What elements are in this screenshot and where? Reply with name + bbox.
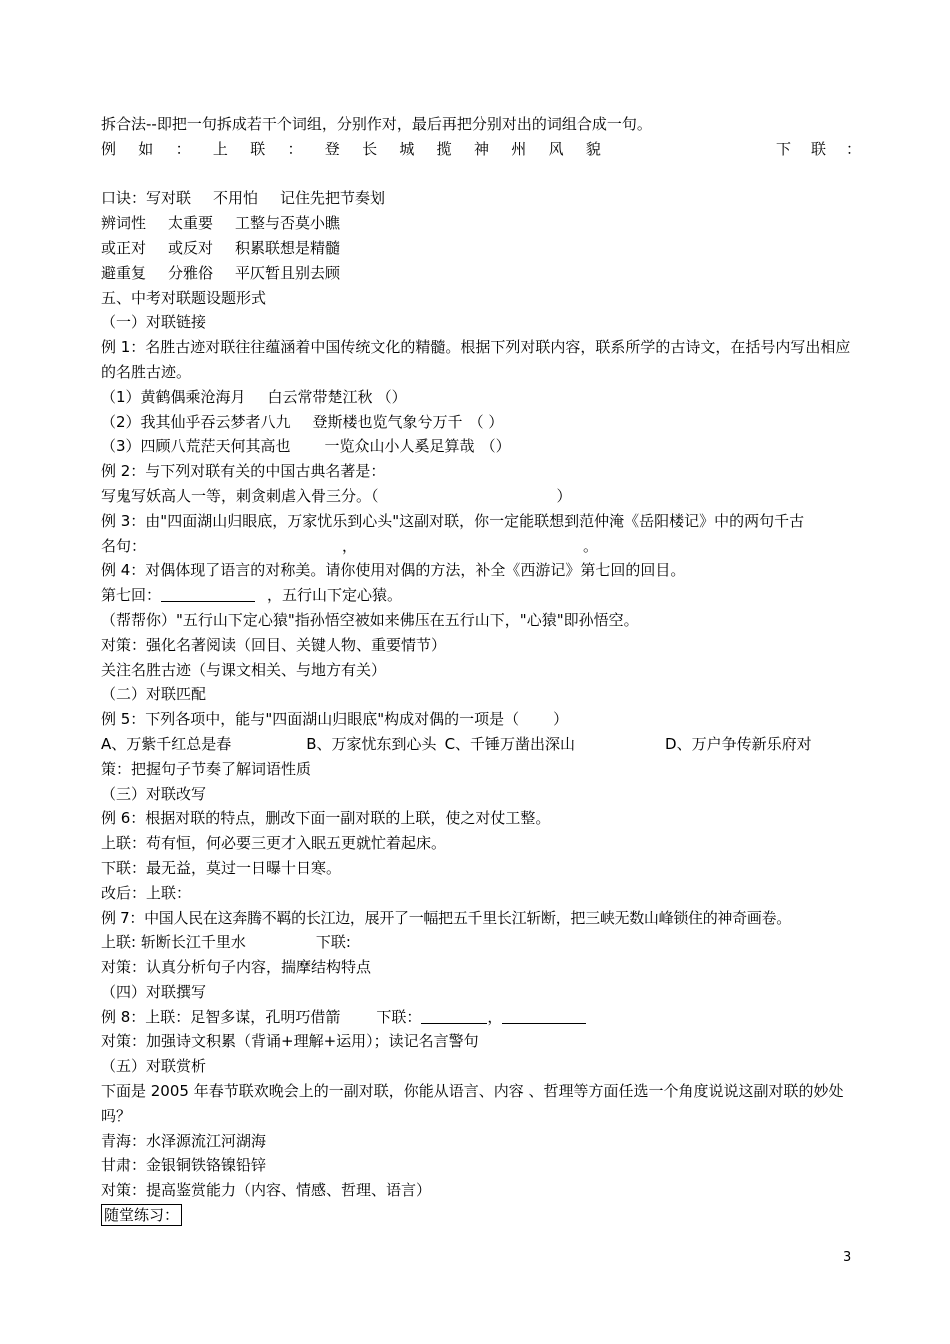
strategy-line: 策：把握句子节奏了解词语性质 xyxy=(101,759,312,778)
example-lower-couplet xyxy=(776,137,861,162)
page-number: 3 xyxy=(843,1250,852,1265)
option-d: D、万户争传新乐府对 xyxy=(665,734,812,753)
char: 联 xyxy=(810,139,826,158)
practice-heading: 随堂练习： xyxy=(101,1204,182,1226)
section-heading: 五、中考对联题设题形式 xyxy=(101,288,267,307)
example-3-prompt: 例 3：由"四面湖山归眼底，万家忧乐到心头"这副对联，你一定能联想到范仲淹《岳阳楼记》中的两句千古 xyxy=(101,511,805,530)
example-4-answer: 第七回： ，五行山下定心猿。 xyxy=(101,586,403,605)
strategy-line: 对策：加强诗文积累（背诵+理解+运用）；读记名言警句 xyxy=(101,1032,479,1051)
example-7-prompt: 例 7：中国人民在这奔腾不羁的长江边，展开了一幅把五千里长江斩断，把三峡无数山峰锁住的神奇画卷。 xyxy=(101,908,791,927)
example-9-prompt: 下面是 2005 年春节联欢晚会上的一副对联，你能从语言、内容 、哲理等方面任选一个角度说说这副对联的妙处吗？ xyxy=(101,1082,844,1125)
strategy-line: 关注名胜古迹（与课文相关、与地方有关） xyxy=(101,660,387,679)
empty-line xyxy=(101,162,861,187)
document-body xyxy=(101,112,861,1228)
answer-blank[interactable] xyxy=(161,585,255,602)
practice-heading-line xyxy=(101,1203,861,1228)
example-4-prompt: 例 4：对偶体现了语言的对称美。请你使用对偶的方法，补全《西游记》第七回的回目。 xyxy=(101,561,686,580)
example-upper-couplet xyxy=(101,137,601,162)
char: ： xyxy=(175,139,191,158)
answer-blank[interactable] xyxy=(421,1007,487,1024)
method-line: 拆合法--即把一句拆成若干个词组，分别作对，最后再把分别对出的词组合成一句。 xyxy=(101,115,652,133)
char: 揽 xyxy=(436,139,452,158)
mnemonic-line: 口诀：写对联 不用怕 记住先把节奏划 xyxy=(101,189,386,208)
subsection-heading: （五）对联赏析 xyxy=(101,1057,207,1076)
char: ： xyxy=(287,139,303,158)
char: 如 xyxy=(138,139,154,158)
example-1-item: （3）四顾八荒茫天何其高也 一览众山小人奚足算哉 （） xyxy=(101,437,511,456)
option-c: C、千锤万凿出深山 xyxy=(444,734,576,753)
option-a: A、万紫千红总是春 xyxy=(101,734,232,753)
subsection-heading: （二）对联匹配 xyxy=(101,685,207,704)
char: 登 xyxy=(324,139,340,158)
subsection-heading: （三）对联改写 xyxy=(101,784,207,803)
example-couplet-line xyxy=(101,137,861,162)
char: 风 xyxy=(548,139,564,158)
char: 联 xyxy=(250,139,266,158)
strategy-line: 对策：认真分析句子内容，揣摩结构特点 xyxy=(101,958,372,977)
strategy-line: 对策：强化名著阅读（回目、关键人物、重要情节） xyxy=(101,635,447,654)
example-1-prompt: 例 1：名胜古迹对联往往蕴涵着中国传统文化的精髓。根据下列对联内容，联系所学的古诗文，在括号内写出相应的名胜古迹。 xyxy=(101,338,851,381)
char: 下 xyxy=(776,139,792,158)
example-5-options xyxy=(101,732,861,757)
example-2-prompt: 例 2：与下列对联有关的中国古典名著是： xyxy=(101,462,386,481)
char: 长 xyxy=(362,139,378,158)
mnemonic-line: 或正对 或反对 积累联想是精髓 xyxy=(101,238,341,257)
char: 州 xyxy=(511,139,527,158)
example-1-item: （2）我其仙乎吞云梦者八九 登斯楼也览气象兮万千 （ ） xyxy=(101,412,504,431)
example-6-lower: 下联：最无益，莫过一日曝十日寒。 xyxy=(101,858,342,877)
subsection-heading: （一）对联链接 xyxy=(101,313,207,332)
example-4-hint: （帮帮你）"五行山下定心猿"指孙悟空被如来佛压在五行山下，"心猿"即孙悟空。 xyxy=(101,610,639,629)
char: 例 xyxy=(101,139,117,158)
example-8-prompt: 例 8：上联：足智多谋，孔明巧借箭 下联： ， xyxy=(101,1005,861,1030)
char: 上 xyxy=(212,139,228,158)
answer-blank[interactable] xyxy=(502,1007,586,1024)
char: ： xyxy=(845,139,861,158)
example-1-item: （1）黄鹤偶乘沧海月 白云常带楚江秋 （） xyxy=(101,387,407,406)
char: 神 xyxy=(473,139,489,158)
example-6-upper: 上联：苟有恒，何必要三更才入眠五更就忙着起床。 xyxy=(101,834,447,853)
mnemonic-line: 避重复 分雅俗 平仄暂且别去顾 xyxy=(101,263,341,282)
example-2-question: 写鬼写妖高人一等，刺贪刺虐入骨三分。（ ） xyxy=(101,486,572,505)
strategy-line: 对策：提高鉴赏能力（内容、情感、哲理、语言） xyxy=(101,1181,432,1200)
subsection-heading: （四）对联撰写 xyxy=(101,982,207,1001)
example-9-upper: 青海：水泽源流江河湖海 xyxy=(101,1131,267,1150)
example-5-prompt: 例 5：下列各项中，能与"四面湖山归眼底"构成对偶的一项是（ ） xyxy=(101,710,569,729)
example-7-couplet: 上联: 斩断长江千里水 下联: xyxy=(101,933,351,952)
example-6-rewrite: 改后：上联： xyxy=(101,883,192,902)
mnemonic-line: 辨词性 太重要 工整与否莫小瞧 xyxy=(101,214,341,233)
option-b: B、万家忧东到心头 xyxy=(306,734,437,753)
example-6-prompt: 例 6：根据对联的特点，删改下面一副对联的上联，使之对仗工整。 xyxy=(101,809,551,828)
example-9-lower: 甘肃：金银铜铁铬镍铅锌 xyxy=(101,1156,267,1175)
char: 城 xyxy=(399,139,415,158)
char: 貌 xyxy=(585,139,601,158)
example-3-answer: 名句： ， 。 xyxy=(101,536,599,555)
